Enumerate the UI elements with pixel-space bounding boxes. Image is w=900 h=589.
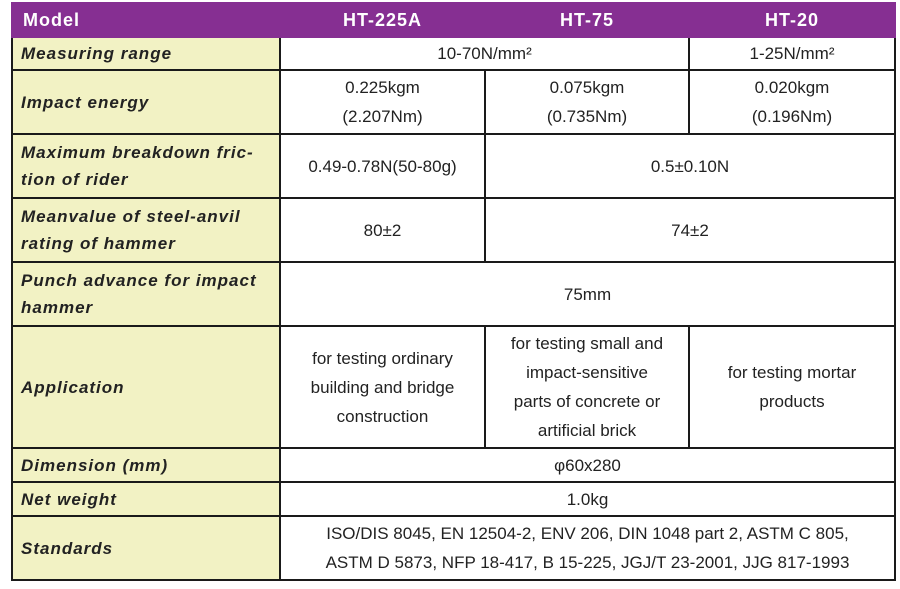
value-line: building and bridge [310,377,455,397]
value-punch-advance: 75mm [280,262,895,326]
value-dimension: φ60x280 [280,448,895,482]
value-line: for testing mortar [727,363,857,382]
header-ht-225a: HT-225A [280,3,485,37]
row-measuring-range [12,37,895,70]
value-line: for testing small and [510,334,664,353]
value-application-ht20 [689,326,895,448]
value-line: construction [336,406,429,426]
row-dimension [12,448,895,482]
value-line: (0.196Nm) [751,107,833,126]
value-breakdown-friction-ht75-ht20: 0.5±0.10N [485,134,895,198]
label-line: tion of rider [21,170,129,189]
value-line: (2.207Nm) [342,107,423,126]
value-impact-energy-ht20 [689,70,895,134]
row-punch-advance [12,262,895,326]
row-standards [12,516,895,580]
row-net-weight [12,482,895,516]
value-line: ISO/DIS 8045, EN 12504-2, ENV 206, DIN 1048 part 2, ASTM C 805, [326,524,849,543]
value-line: (0.735Nm) [546,107,628,126]
label-meanvalue [12,198,280,262]
value-standards [280,516,895,580]
header-ht-20: HT-20 [689,3,895,37]
label-breakdown-friction [12,134,280,198]
value-line: artificial brick [537,421,637,440]
label-line: Maximum breakdown fric- [21,143,254,162]
row-meanvalue [12,198,895,262]
label-impact-energy: Impact energy [12,70,280,134]
label-line: rating of hammer [21,234,176,253]
header-row [12,3,895,37]
row-breakdown-friction [12,134,895,198]
label-application: Application [12,326,280,448]
value-line: 0.075kgm [549,78,625,97]
value-impact-energy-ht225a [280,70,485,134]
value-breakdown-friction-ht225a: 0.49-0.78N(50-80g) [280,134,485,198]
label-standards: Standards [12,516,280,580]
value-net-weight: 1.0kg [280,482,895,516]
value-line: impact-sensitive [526,363,648,382]
label-punch-advance [12,262,280,326]
value-line: ASTM D 5873, NFP 18-417, B 15-225, JGJ/T 23-2001, JJG 817-1993 [325,553,850,572]
label-net-weight: Net weight [12,482,280,516]
value-line: products [759,392,825,411]
row-impact-energy [12,70,895,134]
spec-table [11,2,896,581]
value-line: parts of concrete or [513,392,661,411]
row-application [12,326,895,448]
value-line: for testing ordinary [312,348,453,368]
value-measuring-range-ht20: 1-25N/mm² [689,37,895,70]
value-impact-energy-ht75 [485,70,689,134]
label-measuring-range: Measuring range [12,37,280,70]
value-meanvalue-ht75-ht20: 74±2 [485,198,895,262]
value-line: 0.020kgm [754,78,830,97]
value-measuring-range-ht225a-ht75: 10-70N/mm² [280,37,689,70]
label-line: Meanvalue of steel-anvil [21,207,241,226]
value-application-ht225a [280,326,485,448]
header-model: Model [12,3,280,37]
label-line: hammer [21,298,94,317]
label-line: Punch advance for impact [21,271,257,290]
header-ht-75: HT-75 [485,3,689,37]
value-meanvalue-ht225a: 80±2 [280,198,485,262]
label-dimension: Dimension (mm) [12,448,280,482]
value-application-ht75 [485,326,689,448]
value-line: 0.225kgm [345,78,420,97]
